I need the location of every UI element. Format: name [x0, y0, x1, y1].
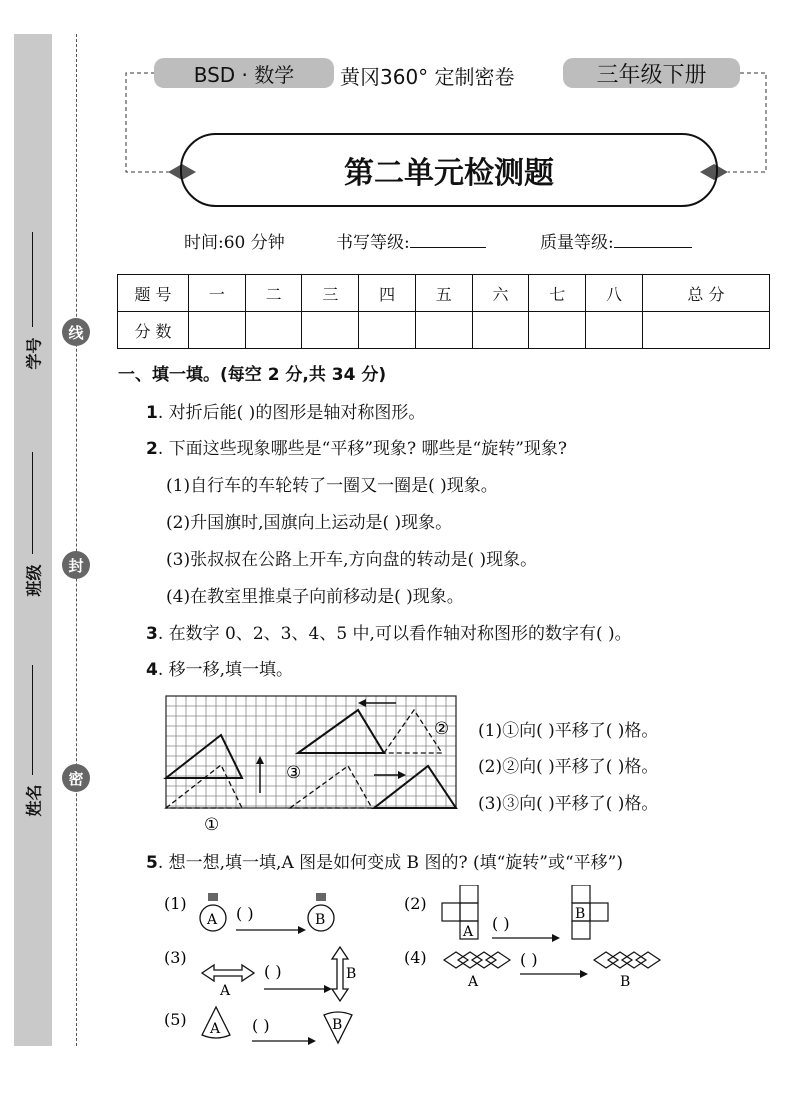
brand-text: 黄冈360° 定制密卷	[340, 65, 515, 89]
question-number-row	[118, 275, 770, 312]
column-header: 四	[359, 275, 416, 312]
triangle-1-moved	[166, 765, 242, 808]
question-number: 4	[146, 660, 158, 680]
seal-line: 线	[62, 318, 90, 346]
section-heading: 一、填一填。(每空 2 分,共 34 分)	[118, 365, 387, 385]
svg-text:A: A	[207, 912, 218, 928]
question-text: . 移一移,填一填。	[157, 660, 294, 680]
quality-grade-label: 质量等级:	[540, 233, 614, 253]
triangle-3	[290, 766, 372, 808]
score-cell[interactable]	[586, 312, 643, 349]
svg-text:A: A	[468, 974, 479, 990]
svg-text:A: A	[210, 1021, 221, 1037]
question-4-item: (3)③向( )平移了( )格。	[478, 794, 659, 814]
score-cell[interactable]	[302, 312, 359, 349]
question-text: . 在数字 0、2、3、4、5 中,可以看作轴对称图形的数字有( )。	[157, 624, 632, 644]
blank: ( )	[264, 962, 282, 981]
score-cell[interactable]	[415, 312, 472, 349]
column-header: 七	[529, 275, 586, 312]
svg-text:A: A	[463, 924, 474, 940]
writing-grade-label: 书写等级:	[336, 233, 410, 253]
svg-text:B: B	[620, 974, 631, 990]
diamond-chain-b-shape	[594, 952, 660, 968]
item-label: (1)	[164, 894, 187, 913]
question-3	[146, 619, 632, 644]
seal-seal: 封	[62, 551, 90, 579]
item-label: (2)	[404, 894, 427, 913]
subject-tag: BSD · 数学	[154, 58, 334, 88]
column-header: 二	[245, 275, 302, 312]
question-2-item: (4)在教室里推桌子向前移动是( )现象。	[166, 587, 464, 607]
double-arrow-a-icon	[202, 965, 254, 981]
score-table	[117, 274, 770, 349]
marker-1: ①	[204, 815, 220, 835]
quality-grade-blank[interactable]	[614, 247, 692, 248]
quality-grade	[540, 228, 692, 253]
blank: ( )	[520, 950, 538, 969]
score-row	[118, 312, 770, 349]
column-header: 一	[189, 275, 246, 312]
class-line	[32, 452, 33, 554]
column-header: 五	[415, 275, 472, 312]
diamond-chain-a-shape	[444, 952, 510, 968]
translation-grid-figure	[160, 690, 470, 840]
blank: ( )	[252, 1016, 270, 1035]
page-title: 第二单元检测题	[180, 133, 718, 207]
question-text: . 对折后能( )的图形是轴对称图形。	[157, 403, 426, 423]
score-cell[interactable]	[529, 312, 586, 349]
time-info: 时间:60 分钟	[184, 233, 285, 253]
writing-grade	[336, 228, 486, 253]
question-2-item: (1)自行车的车轮转了一圈又一圈是( )现象。	[166, 476, 498, 496]
row-label: 分 数	[118, 312, 189, 349]
svg-text:B: B	[332, 1017, 343, 1033]
triangle-1	[166, 735, 242, 778]
svg-text:B: B	[575, 906, 586, 922]
marker-2: ②	[434, 719, 450, 739]
transform-figures	[160, 885, 680, 1055]
item-label: (3)	[164, 948, 187, 967]
name-label: 姓名	[24, 784, 44, 817]
svg-text:A: A	[220, 983, 231, 999]
class-label: 班级	[24, 564, 44, 597]
triangle-2	[298, 710, 384, 753]
seal-secret: 密	[62, 764, 90, 792]
bulb-a-icon	[200, 893, 226, 931]
bulb-b-icon	[308, 893, 334, 931]
question-1	[146, 398, 425, 423]
question-4	[146, 655, 293, 680]
question-4-item: (2)②向( )平移了( )格。	[478, 757, 659, 777]
question-number: 2	[146, 439, 158, 459]
svg-text:B: B	[315, 912, 326, 928]
column-header: 八	[586, 275, 643, 312]
question-4-item: (1)①向( )平移了( )格。	[478, 721, 659, 741]
grade-tag: 三年级下册	[563, 58, 740, 88]
column-header: 总 分	[642, 275, 769, 312]
score-cell[interactable]	[642, 312, 769, 349]
question-text: . 下面这些现象哪些是“平移”现象? 哪些是“旋转”现象?	[157, 439, 568, 459]
student-id-label: 学号	[24, 337, 44, 370]
blank: ( )	[236, 904, 254, 923]
question-2-item: (2)升国旗时,国旗向上运动是( )现象。	[166, 513, 453, 533]
question-number: 3	[146, 624, 158, 644]
blank: ( )	[492, 914, 510, 933]
question-5	[146, 848, 623, 873]
writing-grade-blank[interactable]	[410, 247, 486, 248]
score-cell[interactable]	[189, 312, 246, 349]
student-id-line	[32, 232, 33, 327]
question-number: 1	[146, 403, 158, 423]
question-2-item: (3)张叔叔在公路上开车,方向盘的转动是( )现象。	[166, 550, 538, 570]
score-cell[interactable]	[359, 312, 416, 349]
name-line	[32, 665, 33, 775]
question-2	[146, 434, 567, 459]
question-number: 5	[146, 853, 158, 873]
marker-3: ③	[286, 763, 302, 783]
row-label: 题 号	[118, 275, 189, 312]
item-label: (5)	[164, 1010, 187, 1029]
question-text: . 想一想,填一填,A 图是如何变成 B 图的? (填“旋转”或“平移”)	[157, 853, 623, 873]
score-cell[interactable]	[472, 312, 529, 349]
score-cell[interactable]	[245, 312, 302, 349]
column-header: 六	[472, 275, 529, 312]
column-header: 三	[302, 275, 359, 312]
svg-text:B: B	[346, 966, 357, 982]
item-label: (4)	[404, 948, 427, 967]
